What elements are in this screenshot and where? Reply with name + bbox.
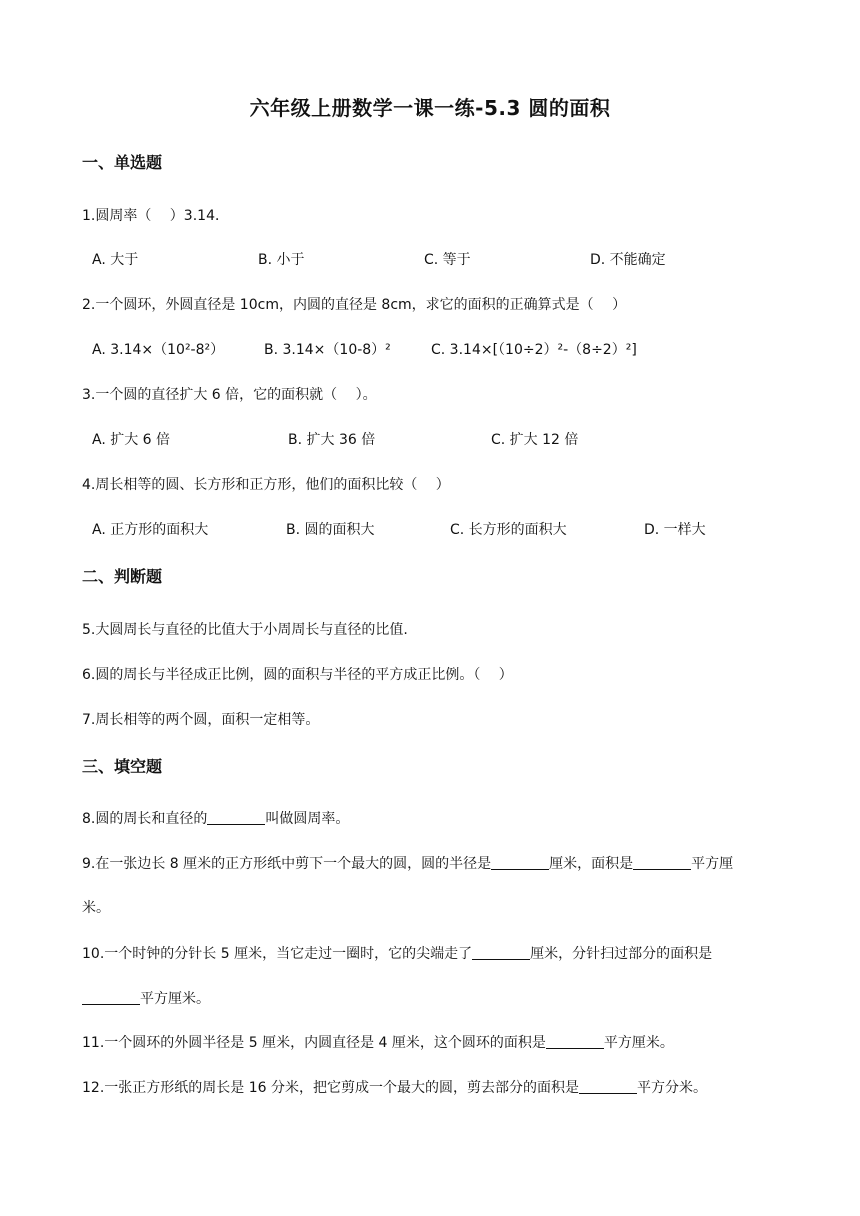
question-3: 3.一个圆的直径扩大 6 倍，它的面积就（ ）。 — [82, 387, 377, 403]
answer-blank[interactable] — [633, 855, 691, 870]
question-1-option-b: B. 小于 — [258, 252, 305, 268]
section-heading-fill-blank: 三、填空题 — [82, 757, 163, 776]
question-4-option-d: D. 一样大 — [644, 522, 706, 538]
question-5: 5.大圆周长与直径的比值大于小周周长与直径的比值. — [82, 622, 408, 638]
question-11-text-start: 11.一个圆环的外圆半径是 5 厘米，内圆直径是 4 厘米，这个圆环的面积是 — [82, 1035, 546, 1051]
question-2: 2.一个圆环，外圆直径是 10cm，内圆的直径是 8cm，求它的面积的正确算式是（ ） — [82, 297, 627, 313]
question-1: 1.圆周率（ ）3.14． — [82, 208, 229, 224]
question-2-option-b: B. 3.14×（10-8）² — [264, 342, 391, 358]
answer-blank[interactable] — [579, 1079, 637, 1094]
question-11 — [82, 1032, 674, 1052]
question-2-option-a: A. 3.14×（10²-8²） — [92, 342, 225, 358]
question-11-text-end: 平方厘米。 — [603, 1035, 674, 1051]
question-10-continued — [82, 988, 210, 1008]
question-3-option-b: B. 扩大 36 倍 — [288, 432, 376, 448]
answer-blank[interactable] — [207, 810, 265, 825]
question-6: 6.圆的周长与半径成正比例，圆的面积与半径的平方成正比例。（ ） — [82, 667, 513, 683]
question-8-text-start: 8.圆的周长和直径的 — [82, 811, 208, 827]
question-9-text-start: 9.在一张边长 8 厘米的正方形纸中剪下一个最大的圆，圆的半径是 — [82, 856, 492, 872]
answer-blank[interactable] — [82, 990, 140, 1005]
question-9 — [82, 853, 733, 873]
section-heading-true-false: 二、判断题 — [82, 567, 163, 586]
question-8-text-end: 叫做圆周率。 — [265, 811, 350, 827]
question-9-text-mid: 厘米，面积是 — [549, 856, 634, 872]
answer-blank[interactable] — [491, 855, 549, 870]
question-10-text-end: 平方厘米。 — [140, 991, 210, 1007]
question-10-text-mid: 厘米，分针扫过部分的面积是 — [530, 946, 713, 962]
question-4-option-c: C. 长方形的面积大 — [450, 522, 567, 538]
question-12-text-start: 12.一张正方形纸的周长是 16 分米，把它剪成一个最大的圆，剪去部分的面积是 — [82, 1080, 579, 1096]
question-10 — [82, 943, 712, 963]
question-3-option-a: A. 扩大 6 倍 — [92, 432, 171, 448]
question-1-option-c: C. 等于 — [424, 252, 471, 268]
question-3-option-c: C. 扩大 12 倍 — [491, 432, 579, 448]
question-9-text-end: 平方厘 — [691, 856, 734, 872]
question-4-option-a: A. 正方形的面积大 — [92, 522, 209, 538]
answer-blank[interactable] — [546, 1034, 604, 1049]
question-7: 7.周长相等的两个圆，面积一定相等。 — [82, 712, 320, 728]
question-12 — [82, 1077, 707, 1097]
section-heading-single-choice: 一、单选题 — [82, 153, 163, 172]
question-2-option-c: C. 3.14×[（10÷2）²-（8÷2）²] — [431, 342, 637, 358]
page-title: 六年级上册数学一课一练-5.3 圆的面积 — [249, 96, 611, 120]
question-1-option-d: D. 不能确定 — [590, 252, 666, 268]
question-12-text-end: 平方分米。 — [636, 1080, 707, 1096]
question-4: 4.周长相等的圆、长方形和正方形，他们的面积比较（ ） — [82, 477, 450, 493]
question-4-option-b: B. 圆的面积大 — [286, 522, 375, 538]
question-8 — [82, 808, 349, 828]
question-9-continued: 米。 — [82, 900, 110, 916]
answer-blank[interactable] — [472, 945, 530, 960]
question-10-text-start: 10.一个时钟的分针长 5 厘米，当它走过一圈时，它的尖端走了 — [82, 946, 473, 962]
question-1-option-a: A. 大于 — [92, 252, 139, 268]
